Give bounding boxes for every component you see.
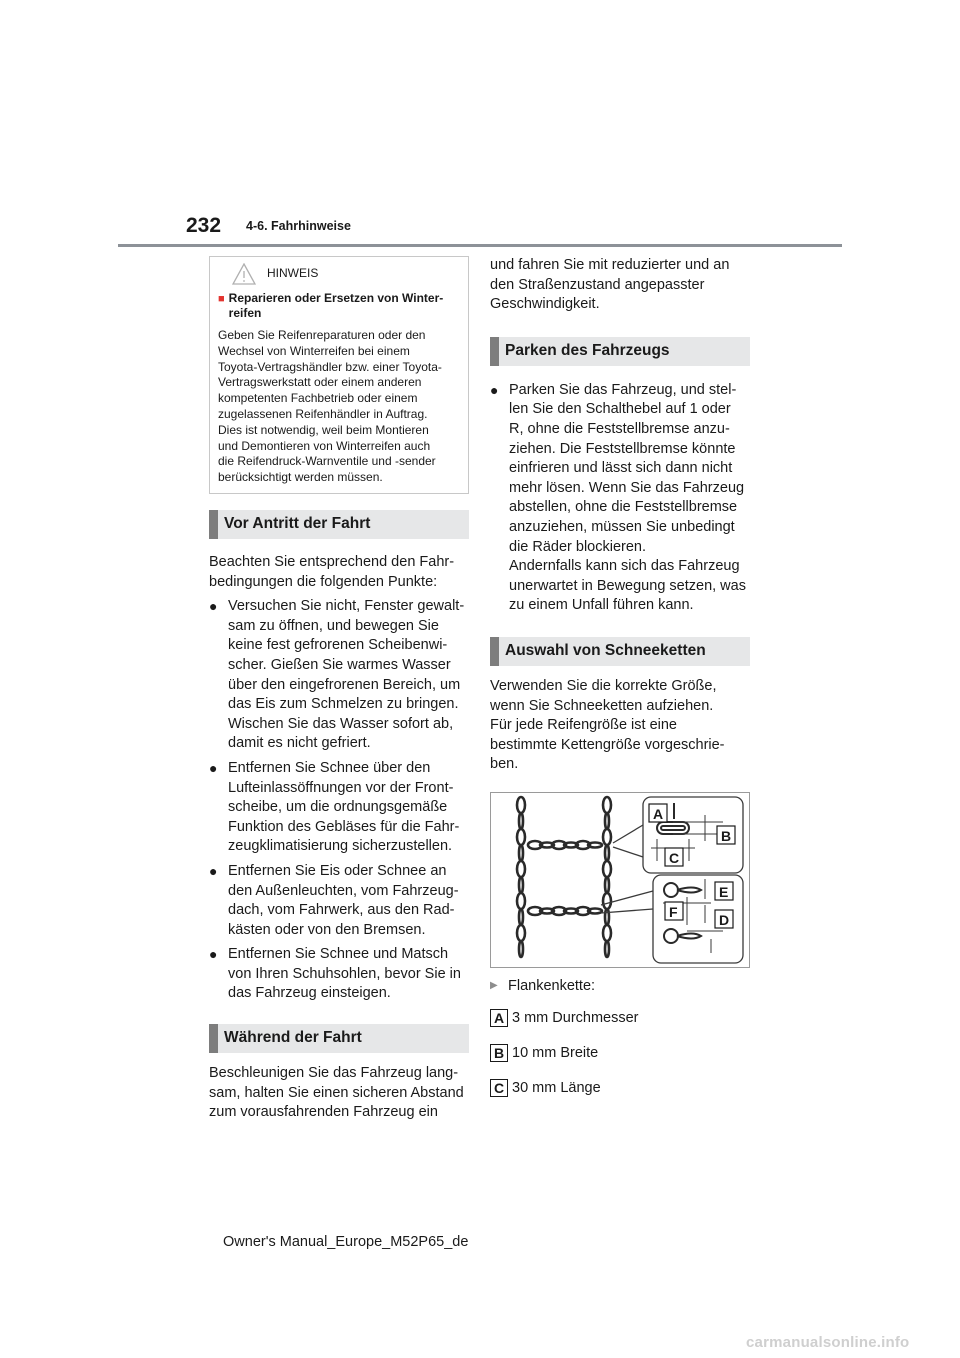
text-line: len Sie den Schalthebel auf 1 oder [509,401,731,418]
intro-paragraph [209,553,469,592]
text-line: Entfernen Sie Schnee über den [228,759,431,776]
text-line: das Fahrzeug einsteigen. [228,985,391,1002]
list-item [209,862,469,940]
text-line: das Eis zum Schmelzen zu bringen. [228,696,459,713]
bullet-dot-icon: ● [209,862,218,879]
text-line: sam, halten Sie einen sicheren Abstand [209,1084,464,1101]
bullet-dot-icon: ● [209,946,218,963]
figure-label: C [669,849,680,866]
text-line: wenn Sie Schneeketten aufziehen. [490,697,714,714]
section-heading-schneeketten [490,637,750,666]
text-line: sam zu öffnen, und bewegen Sie [228,617,439,634]
section-heading-text: Während der Fahrt [224,1029,362,1047]
figure-label: D [719,911,730,928]
legend-key: A [490,1009,508,1027]
text-line: Funktion des Gebläses für die Fahr- [228,818,460,835]
text-line: zeugklimatisierung sicherzustellen. [228,838,453,855]
figure-label: E [719,883,729,900]
text-line: keine fest gefrorenen Scheibenwi- [228,637,448,654]
bullet-dot-icon: ● [209,759,218,776]
text-line: scher. Gießen Sie warmes Wasser [228,656,451,673]
text-line: von Ihren Schuhsohlen, bevor Sie in [228,965,461,982]
note-heading [218,291,458,321]
section-heading-text: Vor Antritt der Fahrt [224,515,371,532]
note-line: Toyota-Vertragshändler bzw. einer Toyota- [218,359,442,374]
note-line: die Reifendruck-Warnventile und -sender [218,454,436,469]
text-line: dach, vom Fahrwerk, aus den Rad- [228,902,455,919]
legend-item [490,1043,750,1063]
text-line: Geschwindigkeit. [490,296,600,313]
figure-label: B [721,827,732,844]
note-heading-text: Reparieren oder Ersetzen von Winter-reifen [228,291,444,320]
text-line: und fahren Sie mit reduzierter und an [490,257,730,273]
snow-chain-diagram [491,793,749,967]
text-line: mehr lösen. Wenn Sie das Fahrzeug [509,479,745,496]
legend-text: 3 mm Durchmesser [512,1009,639,1026]
text-line: einfrieren und lässt sich dann nicht [509,460,733,477]
snow-chain-figure [490,792,750,968]
text-line: zum vorausfahrenden Fahrzeug ein [209,1104,438,1121]
text-line: Für jede Reifengröße ist eine [490,717,677,734]
legend-text: 10 mm Breite [512,1044,599,1061]
section-heading-vor-antritt [209,510,469,539]
text-line: Entfernen Sie Schnee und Matsch [228,946,449,963]
text-line: Verwenden Sie die korrekte Größe, [490,677,717,694]
bullet-dot-icon: ● [209,598,218,615]
bullet-dot-icon: ● [490,381,499,398]
note-line: kompetenten Fachbetrieb oder einem [218,391,418,406]
legend-key: B [490,1044,508,1062]
note-title-row [218,257,458,287]
list-item [209,945,469,1004]
section-heading-parken [490,337,750,366]
section-heading-waehrend [209,1024,469,1053]
page-header [0,0,960,250]
text-line: bestimmte Kettengröße vorgeschrie- [490,736,725,753]
chains-paragraph [490,677,750,775]
continuation-paragraph [490,256,750,315]
legend-text: 30 mm Länge [512,1079,601,1096]
text-line: Andernfalls kann sich das Fahrzeug [509,558,740,575]
flank-chain-label [490,978,750,994]
text-line: den Außenleuchten, vom Fahrzeug- [228,882,459,899]
section-heading-text: Auswahl von Schneeketten [505,641,706,659]
list-item [490,381,750,616]
flank-label-text: Flankenkette: [508,977,596,994]
text-line: Entfernen Sie Eis oder Schnee an [228,862,447,879]
figure-label: F [669,903,678,920]
text-line: zu einem Unfall führen kann. [509,597,694,614]
text-line: R, ohne die Feststellbremse anzu- [509,420,730,437]
text-line: damit es nicht gefriert. [228,735,371,752]
note-line: und Demontieren von Winterreifen auch [218,438,431,453]
note-line: zugelassenen Reifenhändler in Auftrag. [218,406,428,421]
driving-paragraph [209,1064,469,1123]
note-body [218,328,458,486]
page-footer: Owner's Manual_Europe_M52P65_de [223,1234,469,1250]
legend-item [490,1008,750,1028]
figure-label: A [653,805,664,822]
text-line: Versuchen Sie nicht, Fenster gewalt- [228,598,465,615]
page-number: 232 [186,214,222,237]
warning-triangle-icon [232,263,256,285]
note-line: Geben Sie Reifenreparaturen oder den [218,328,426,342]
list-item [209,597,469,754]
left-column [209,256,469,1123]
text-line: abstellen, ohne die Feststellbremse [509,499,738,516]
note-line: Dies ist notwendig, weil beim Montieren [218,422,429,437]
section-heading-text: Parken des Fahrzeugs [505,341,670,359]
note-line: Vertragswerkstatt oder einem anderen [218,375,422,390]
text-line: Beachten Sie entsprechend den Fahr- [209,554,455,570]
text-line: kästen oder von den Bremsen. [228,921,426,938]
text-line: den Straßenzustand angepasster [490,276,705,293]
text-line: Parken Sie das Fahrzeug, und stel- [509,381,737,398]
text-line: anzuziehen, müssen Sie unbedingt [509,518,735,535]
note-line: Wechsel von Winterreifen bei einem [218,343,410,358]
legend-key: C [490,1079,508,1097]
text-line: Lufteinlassöffnungen vor der Front- [228,779,454,796]
note-title: HINWEIS [267,266,319,280]
text-line: ben. [490,756,519,773]
text-line: die Räder blockieren. [509,538,647,555]
legend-item [490,1078,750,1098]
right-column [490,256,750,1098]
text-line: Wischen Sie das Wasser sofort ab, [228,715,454,732]
triangle-right-icon: ▶ [490,980,498,992]
text-line: scheibe, um die ordnungsgemäße [228,799,448,816]
note-line: berücksichtigt werden müssen. [218,470,383,485]
section-breadcrumb: 4-6. Fahrhinweise [246,219,351,233]
header-divider [118,244,842,247]
text-line: bedingungen die folgenden Punkte: [209,573,438,590]
red-square-icon: ■ [218,293,225,305]
text-line: unerwartet in Bewegung setzen, was [509,577,746,594]
text-line: Beschleunigen Sie das Fahrzeug lang- [209,1065,459,1082]
watermark: carmanualsonline.info [746,1334,910,1351]
text-line: über den eingefrorenen Bereich, um [228,676,461,693]
text-line: ziehen. Die Feststellbremse könnte [509,440,736,457]
list-item [209,759,469,857]
note-box [209,256,469,494]
